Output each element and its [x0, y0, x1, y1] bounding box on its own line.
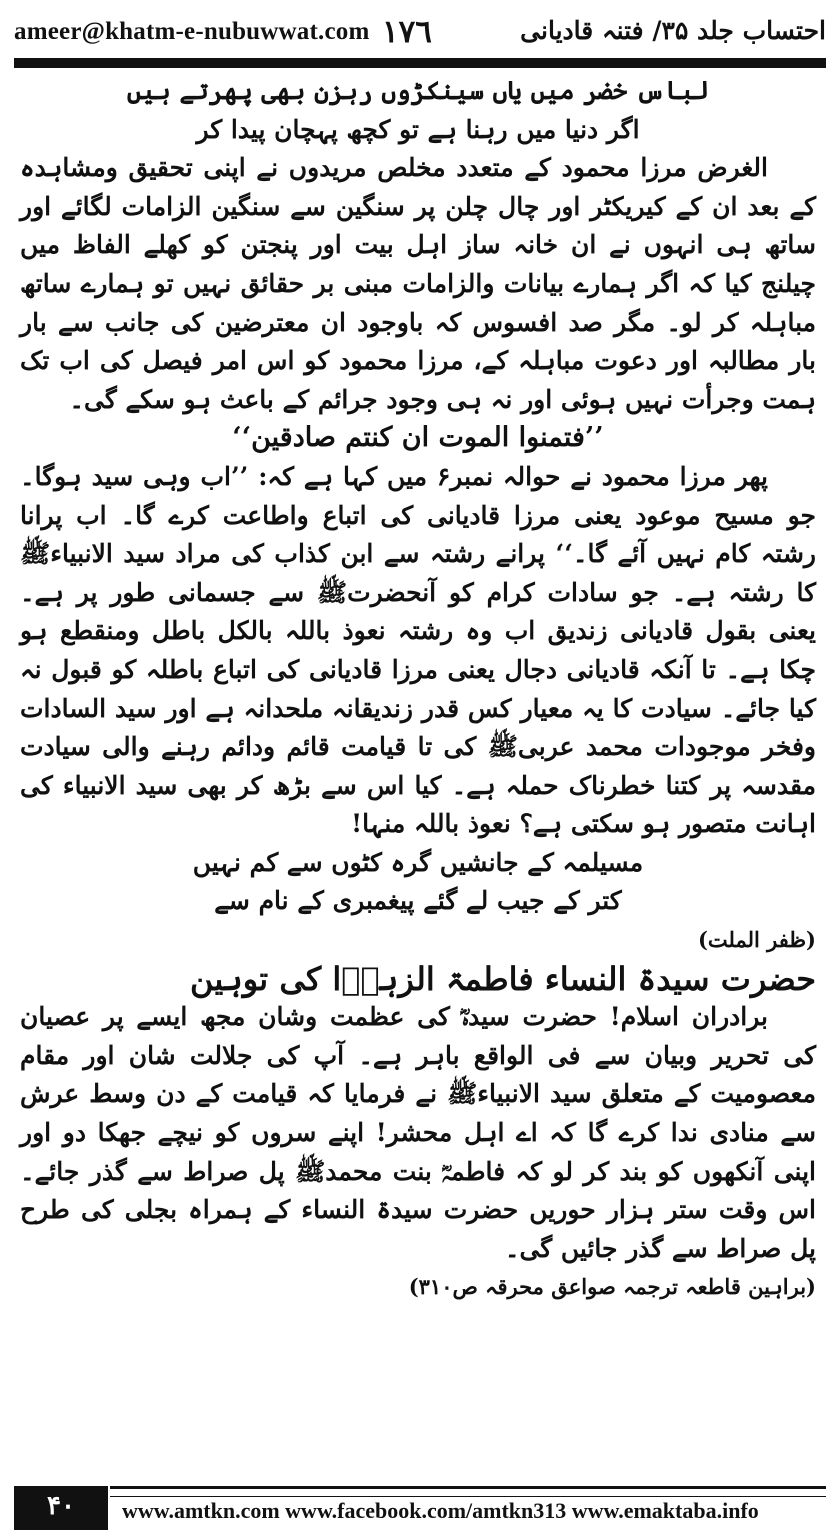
verse-line: اگر دنیا میں رہنا ہے تو کچھ پہچان پیدا کر — [196, 114, 640, 144]
citation: (براہین قاطعہ ترجمہ صواعق محرقہ ص۳۱۰) — [408, 1274, 816, 1300]
paragraph: برادران اسلام! حضرت سیدہؓ کی عظمت وشان مجھ ایسے پر عصیان کی تحریر وبیان سے فی الواقع باہر ہے۔ آپ کی جلالت شان اور مقام معصومیت کے متعلق سید الانبیاءﷺ نے فرمایا کہ قیامت کے دن وسط عرش سے منادی ندا کرے گا کہ اے اہل محشر! اپنے سروں کو نیچے جھکا دو اور اپنی آنکھوں کو بند کر لو کہ فاطمہؓ بنت محمدﷺ پل صراط سے گذر جائے۔ اس وقت ستر ہزار حوریں حضرت سیدۃ النساء کے ہمراہ بجلی کی طرح پل صراط سے گذر جائیں گی۔ — [20, 1002, 816, 1263]
header-rule — [14, 58, 826, 68]
header-email: ameer@khatm-e-nubuwwat.com — [14, 18, 370, 45]
verse-line: لباس خضر میں یاں سینکڑوں رہزن بھی پھرتے ہیں — [126, 76, 710, 105]
footer-rule — [110, 1486, 826, 1497]
verse-line: مسیلمہ کے جانشیں گرہ کٹوں سے کم نہیں — [192, 847, 644, 877]
header-book-title: احتساب جلد ۳۵/ فتنہ قادیانی — [520, 16, 826, 45]
page-header — [14, 14, 826, 56]
paragraph: پھر مرزا محمود نے حوالہ نمبر۶ میں کہا ہے کہ: ’’اب وہی سید ہوگا۔ جو مسیح موعود یعنی مرزا قادیانی کی اتباع واطاعت کرے گا۔ اب پرانا رشتہ کام نہیں آئے گا۔‘‘ پرانے رشتہ سے ابن کذاب کی مراد سید الانبیاءﷺ کا رشتہ ہے۔ جو سادات کرام کو آنحضرتﷺ سے جسمانی طور پر ہے۔ یعنی بقول قادیانی زندیق اب وہ رشتہ نعوذ باللہ بالکل باطل ومنقطع ہو چکا ہے۔ تا آنکہ قادیانی دجال یعنی مرزا قادیانی کی اتباع باطلہ کو قبول نہ کیا جائے۔ سیادت کا یہ معیار کس قدر زندیقانہ ملحدانہ ہے اور سید السادات وفخر موجودات محمد عربیﷺ کی تا قیامت قائم ودائم رہنے والی سیادت مقدسہ پر کتنا خطرناک حملہ ہے۔ کیا اس سے بڑھ کر بھی سید الانبیاء کی اہانت متصور ہو سکتی ہے؟ نعوذ باللہ منہا! — [20, 461, 816, 839]
citation: (ظفر الملت) — [697, 927, 816, 953]
footer-links: www.amtkn.com www.facebook.com/amtkn313 www.emaktaba.info — [122, 1498, 759, 1523]
page-body — [20, 72, 816, 1307]
page-footer — [14, 1486, 826, 1530]
header-page-number: ١٧٦ — [382, 14, 432, 50]
verse-line: کتر کے جیب لے گئے پیغمبری کے نام سے — [214, 886, 622, 916]
quran-quote: ’’فتمنوا الموت ان کنتم صادقین‘‘ — [232, 422, 604, 454]
footer-page-badge: ۴۰ — [14, 1486, 108, 1530]
paragraph: الغرض مرزا محمود کے متعدد مخلص مریدوں نے اپنی تحقیق ومشاہدہ کے بعد ان کے کیریکٹر اور چال چلن پر سنگین سے سنگین الزامات لگائے اور ساتھ ہی انہوں نے ان خانہ ساز اہل بیت اور پنجتن کو کھلے الفاظ میں چیلنج کیا کہ اگر ہمارے بیانات والزامات مبنی بر حقائق نہیں تو ہمارے ساتھ مباہلہ کر لو۔ مگر صد افسوس کہ باوجود ان معترضین کی جانب سے بار بار مطالبہ اور دعوت مباہلہ کے، مرزا محمود کو اس امر فیصل کی اب تک ہمت وجرأت نہیں ہوئی اور نہ ہی وجود جرائم کے باعث ہو سکے گی۔ — [20, 153, 816, 414]
section-heading: حضرت سیدۃ النساء فاطمۃ الزہرؓا کی توہین — [189, 959, 816, 998]
